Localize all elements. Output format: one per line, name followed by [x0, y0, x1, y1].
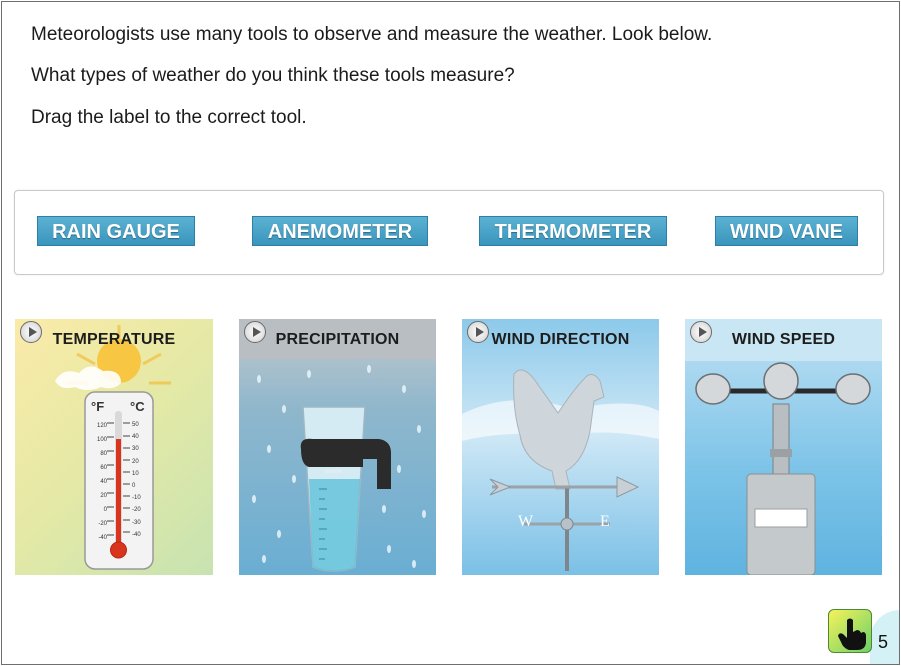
f-tick: 0 [103, 507, 107, 513]
hand-pointer-icon [829, 610, 873, 654]
c-tick: 30 [132, 446, 139, 453]
c-tick: 10 [132, 470, 139, 477]
c-tick: -30 [132, 519, 141, 526]
c-tick: 20 [132, 458, 139, 465]
thermometer-image [15, 319, 213, 575]
card-title-precipitation: PRECIPITATION [275, 331, 400, 348]
f-tick: 20 [100, 493, 107, 499]
c-tick: -10 [132, 495, 141, 502]
card-title-temperature: TEMPERATURE [52, 331, 176, 348]
hand-pointer-button[interactable] [828, 609, 872, 653]
label-wind-vane[interactable]: WIND VANE [715, 216, 858, 246]
thermometer-c-unit: °C [130, 399, 145, 414]
f-tick: 60 [100, 465, 107, 471]
f-tick: -40 [98, 535, 107, 541]
card-title-wind-direction: WIND DIRECTION [491, 331, 630, 348]
label-thermometer[interactable]: THERMOMETER [479, 216, 667, 246]
thermometer-f-scale [89, 419, 107, 545]
activity-frame [1, 1, 900, 665]
rain-gauge-image [239, 319, 436, 575]
instruction-line-1: Meteorologists use many tools to observe and measure the weather. Look below. [31, 24, 713, 45]
anemometer-image [685, 319, 882, 575]
wind-vane-east: E [600, 513, 610, 530]
f-tick: 80 [100, 451, 107, 457]
wind-vane-image [462, 319, 659, 575]
drop-target-wind-direction[interactable] [462, 319, 659, 575]
c-tick: 0 [132, 483, 136, 490]
drop-target-temperature[interactable] [15, 319, 213, 575]
drop-target-precipitation[interactable] [239, 319, 436, 575]
wind-vane-west: W [518, 513, 534, 530]
instruction-line-2: What types of weather do you think these tools measure? [31, 65, 515, 86]
label-rain-gauge[interactable]: RAIN GAUGE [37, 216, 195, 246]
f-tick: -20 [98, 521, 107, 527]
thermometer-c-scale [132, 419, 150, 541]
c-tick: 40 [132, 434, 139, 441]
c-tick: 50 [132, 422, 139, 428]
instruction-line-3: Drag the label to the correct tool. [31, 107, 307, 128]
rain-gauge-brand: mm/in [325, 469, 342, 475]
f-tick: 40 [100, 479, 107, 485]
thermometer-f-unit: °F [91, 399, 105, 414]
c-tick: -20 [132, 507, 141, 514]
drop-target-wind-speed[interactable] [685, 319, 882, 575]
f-tick: 120 [96, 423, 107, 429]
card-title-wind-speed: WIND SPEED [731, 331, 836, 348]
page-number: 5 [878, 632, 889, 652]
label-anemometer[interactable]: ANEMOMETER [252, 216, 428, 246]
label-tray [14, 190, 884, 275]
f-tick: 100 [96, 437, 107, 443]
c-tick: -40 [132, 531, 141, 538]
